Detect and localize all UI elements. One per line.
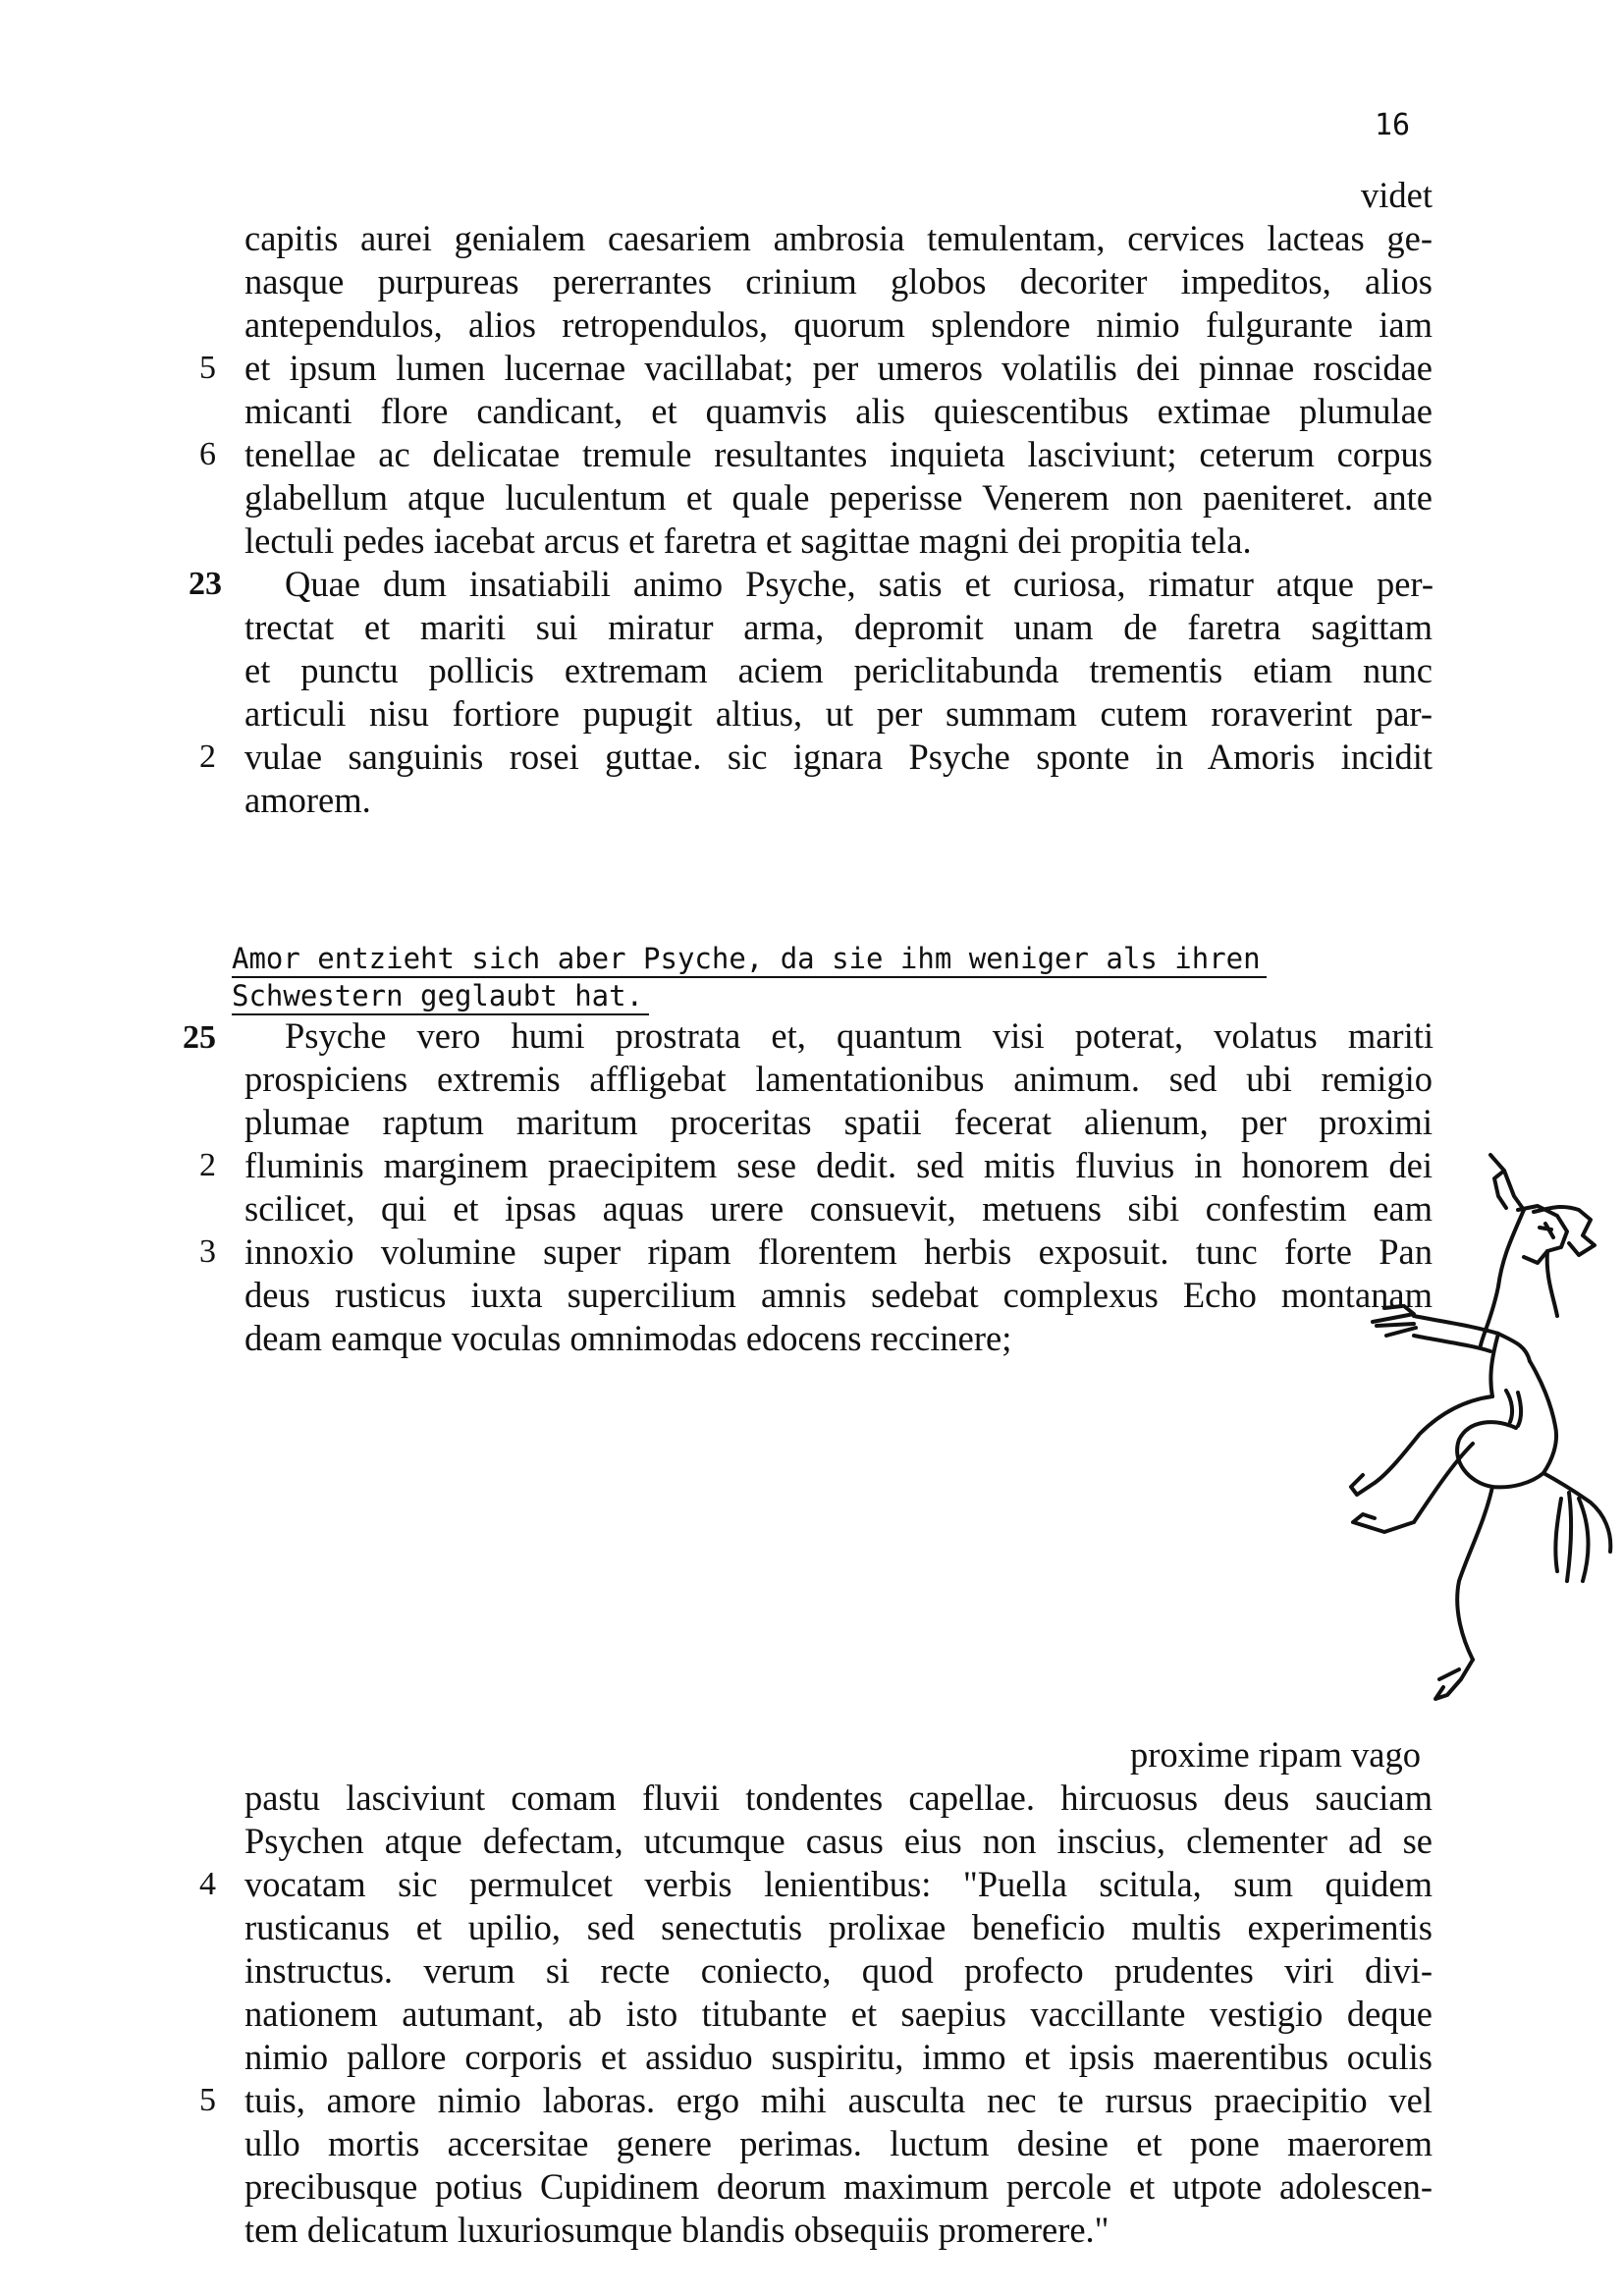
line-number: 23	[189, 566, 222, 602]
section-heading	[232, 941, 1410, 1015]
pan-illustration	[1267, 1149, 1623, 1777]
text-line: proxime ripam vago	[1130, 1734, 1421, 1775]
heading-line: Schwestern geglaubt hat.	[232, 978, 649, 1015]
text-line: rusticanus et upilio, sed senectutis prolixae beneficio multis experimentis	[244, 1907, 1433, 1947]
text-line: videt	[1361, 175, 1433, 215]
line-number: 6	[199, 436, 216, 472]
heading-line: Amor entzieht sich aber Psyche, da sie ihm weniger als ihren	[232, 941, 1267, 978]
text-line: scilicet, qui et ipsas aquas urere consuevit, metuens sibi confestim eam	[244, 1188, 1433, 1229]
text-line: tenellae ac delicatae tremule resultantes inquieta lasciviunt; ceterum corpus	[244, 434, 1433, 474]
text-line: capitis aurei genialem caesariem ambrosia temulentam, cervices lacteas ge-	[244, 218, 1433, 258]
text-line: Quae dum insatiabili animo Psyche, satis et curiosa, rimatur atque per-	[285, 564, 1434, 604]
text-line: Psyche vero humi prostrata et, quantum visi poterat, volatus mariti	[285, 1015, 1434, 1056]
text-line: Psychen atque defectam, utcumque casus eius non inscius, clementer ad se	[244, 1821, 1433, 1861]
line-number: 4	[199, 1866, 216, 1902]
line-number: 25	[183, 1019, 216, 1056]
text-line: deam eamque voculas omnimodas edocens reccinere;	[244, 1318, 1012, 1358]
text-line: nationem autumant, ab isto titubante et saepius vaccillante vestigio deque	[244, 1994, 1433, 2034]
text-line: articuli nisu fortiore pupugit altius, ut per summam cutem roraverint par-	[244, 693, 1433, 734]
text-line: innoxio volumine super ripam florentem herbis exposuit. tunc forte Pan	[244, 1231, 1433, 1272]
text-line: micanti flore candicant, et quamvis alis quiescentibus extimae plumulae	[244, 391, 1433, 431]
text-line: instructus. verum si recte coniecto, quod profecto prudentes viri divi-	[244, 1950, 1433, 1991]
text-line: tuis, amore nimio laboras. ergo mihi ausculta nec te rursus praecipitio vel	[244, 2080, 1433, 2120]
text-line: ullo mortis accersitae genere perimas. luctum desine et pone maerorem	[244, 2123, 1433, 2163]
text-line: deus rusticus iuxta supercilium amnis sedebat complexus Echo montanam	[244, 1275, 1433, 1315]
text-line: lectuli pedes iacebat arcus et faretra et sagittae magni dei propitia tela.	[244, 520, 1252, 561]
text-line: nasque purpureas pererrantes crinium globos decoriter impeditos, alios	[244, 261, 1433, 301]
text-line: pastu lasciviunt comam fluvii tondentes capellae. hircuosus deus sauciam	[244, 1777, 1433, 1818]
line-number: 5	[199, 2082, 216, 2118]
line-number: 3	[199, 1233, 216, 1270]
text-line: precibusque potius Cupidinem deorum maximum percole et utpote adolescen-	[244, 2166, 1433, 2207]
text-line: vulae sanguinis rosei guttae. sic ignara Psyche sponte in Amoris incidit	[244, 737, 1433, 777]
text-line: fluminis marginem praecipitem sese dedit. sed mitis fluvius in honorem dei	[244, 1145, 1433, 1185]
text-line: antependulos, alios retropendulos, quorum splendore nimio fulgurante iam	[244, 304, 1433, 345]
text-line: trectat et mariti sui miratur arma, depromit unam de faretra sagittam	[244, 607, 1433, 647]
text-line: glabellum atque luculentum et quale peperisse Venerem non paeniteret. ante	[244, 477, 1433, 518]
text-line: vocatam sic permulcet verbis lenientibus: "Puella scitula, sum quidem	[244, 1864, 1433, 1904]
text-line: tem delicatum luxuriosumque blandis obsequiis promerere."	[244, 2210, 1109, 2250]
text-line: amorem.	[244, 780, 371, 820]
line-number: 2	[199, 738, 216, 775]
page-number: 16	[1375, 108, 1411, 142]
text-line: nimio pallore corporis et assiduo suspiritu, immo et ipsis maerentibus oculis	[244, 2037, 1433, 2077]
text-line: plumae raptum maritum proceritas spatii fecerat alienum, per proximi	[244, 1102, 1433, 1142]
text-line: et punctu pollicis extremam aciem periclitabunda trementis etiam nunc	[244, 650, 1433, 690]
text-line: et ipsum lumen lucernae vacillabat; per umeros volatilis dei pinnae roscidae	[244, 348, 1433, 388]
line-number: 2	[199, 1147, 216, 1183]
line-number: 5	[199, 350, 216, 386]
text-line: prospiciens extremis affligebat lamentationibus animum. sed ubi remigio	[244, 1059, 1433, 1099]
